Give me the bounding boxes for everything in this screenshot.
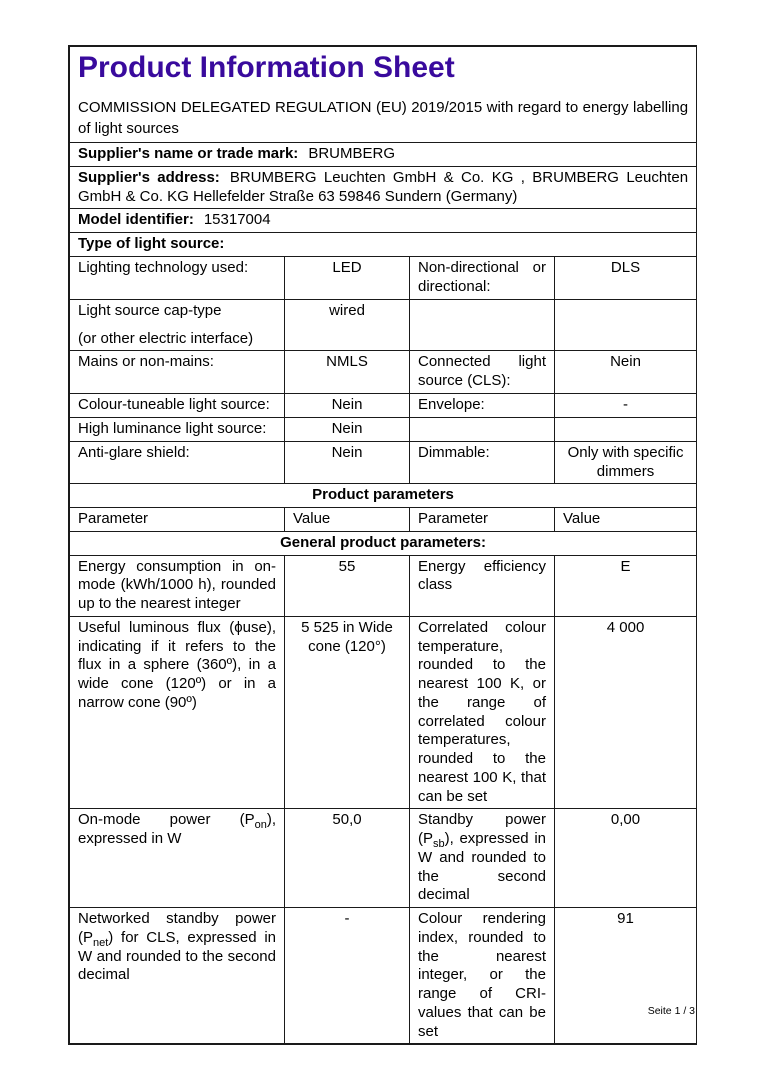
value-cell: NMLS bbox=[285, 351, 410, 394]
parameter-cell: Networked standby power $(P_{net})$ for CLS, expressed in W and rounded to the second decimal bbox=[70, 908, 285, 1044]
parameter-cell: Mains or non-mains: bbox=[70, 351, 285, 394]
parameter-cell: Colour-tuneable light source: bbox=[70, 394, 285, 418]
parameter-cell: Standby power $(P_{sb})$, expressed in W and rounded to the second decimal bbox=[410, 809, 555, 908]
table-row bbox=[70, 555, 697, 616]
parameter-cell: Anti-glare shield: bbox=[70, 441, 285, 484]
model-identifier-label: Model identifier: bbox=[78, 211, 194, 229]
value-cell: - bbox=[285, 908, 410, 1044]
table-row bbox=[70, 616, 697, 809]
parameter-cell: Connected light source (CLS): bbox=[410, 351, 555, 394]
column-header-value: Value bbox=[555, 508, 697, 532]
column-header-parameter: Parameter bbox=[70, 508, 285, 532]
value-cell: Nein bbox=[555, 351, 697, 394]
value-cell: Only with specific dimmers bbox=[555, 441, 697, 484]
column-header-row bbox=[70, 508, 697, 532]
supplier-name-value: BRUMBERG bbox=[308, 145, 395, 162]
table-row bbox=[70, 441, 697, 484]
supplier-address-label: Supplier's address: bbox=[78, 168, 220, 186]
header-row bbox=[70, 47, 697, 143]
type-of-light-source-row bbox=[70, 233, 697, 257]
parameter-cell: On-mode power $(P_{on})$, expressed in W bbox=[70, 809, 285, 908]
parameter-cell bbox=[70, 299, 285, 351]
header-block bbox=[70, 47, 697, 143]
value-cell: Nein bbox=[285, 394, 410, 418]
value-cell: 50,0 bbox=[285, 809, 410, 908]
value-cell: 0,00 bbox=[555, 809, 697, 908]
value-cell: 4 000 bbox=[555, 616, 697, 809]
subscript: on bbox=[254, 819, 267, 832]
table-row bbox=[70, 351, 697, 394]
value-cell: - bbox=[555, 394, 697, 418]
value-cell: Nein bbox=[285, 441, 410, 484]
parameter-cell: High luminance light source: bbox=[70, 418, 285, 442]
parameter-cell: Lighting technology used: bbox=[70, 256, 285, 299]
subscript: sb bbox=[433, 838, 445, 850]
parameter-cell: Energy efficiency class bbox=[410, 555, 555, 616]
page-title: Product Information Sheet bbox=[78, 51, 455, 84]
parameter-cell: Energy consumption in on-mode (kWh/1000 h), rounded up to the nearest integer bbox=[70, 555, 285, 616]
cap-type-line-1: Light source cap-type bbox=[78, 301, 222, 319]
supplier-address-value: BRUMBERG Leuchten GmbH & Co. KG , BRUMBERG Leuchten GmbH & Co. KG Hellefelder Straße 63 59846 Sundern (Germany) bbox=[78, 168, 689, 205]
table-row bbox=[70, 809, 697, 908]
parameter-cell: Dimmable: bbox=[410, 441, 555, 484]
parameter-cell bbox=[410, 299, 555, 351]
table-row bbox=[70, 394, 697, 418]
general-parameters-heading-row bbox=[70, 531, 697, 555]
value-cell: 5 525 in Wide cone (120°) bbox=[285, 616, 410, 809]
value-cell: Nein bbox=[285, 418, 410, 442]
parameter-cell bbox=[410, 418, 555, 442]
type-of-light-source-heading: Type of light source: bbox=[78, 235, 225, 252]
parameter-cell: Useful luminous flux (ϕuse), indicating if it refers to the flux in a sphere (360º), in a wide cone (120º) or in a narrow cone (90º) bbox=[70, 616, 285, 809]
supplier-name-label: Supplier's name or trade mark: bbox=[78, 145, 299, 162]
value-cell: LED bbox=[285, 256, 410, 299]
value-cell bbox=[555, 418, 697, 442]
regulation-text: COMMISSION DELEGATED REGULATION (EU) 2019/2015 with regard to energy labelling of light sources bbox=[78, 98, 689, 138]
value-cell: DLS bbox=[555, 256, 697, 299]
product-parameters-heading-row bbox=[70, 484, 697, 508]
value-cell: 55 bbox=[285, 555, 410, 616]
general-parameters-heading: General product parameters: bbox=[70, 531, 697, 555]
value-cell bbox=[555, 299, 697, 351]
model-identifier-row bbox=[70, 209, 697, 233]
product-information-table bbox=[69, 46, 697, 1044]
product-information-sheet bbox=[68, 45, 697, 1045]
subscript: net bbox=[93, 936, 109, 949]
table-row bbox=[70, 256, 697, 299]
model-identifier-value: 15317004 bbox=[203, 211, 271, 229]
parameter-cell: Non-directional or directional: bbox=[410, 256, 555, 299]
cap-type-line-2: (or other electric interface) bbox=[78, 329, 254, 347]
supplier-address-row bbox=[70, 166, 697, 209]
supplier-name-row bbox=[70, 143, 697, 167]
column-header-value: Value bbox=[285, 508, 410, 532]
table-row bbox=[70, 908, 697, 1044]
value-cell: wired bbox=[285, 299, 410, 351]
value-cell: 91 bbox=[555, 908, 697, 1044]
parameter-cell: Correlated colour temperature, rounded to the nearest 100 K, or the range of correlated colour temperatures, rounded to the nearest 100 K, that can be set bbox=[410, 616, 555, 809]
product-parameters-heading: Product parameters bbox=[70, 484, 697, 508]
column-header-parameter: Parameter bbox=[410, 508, 555, 532]
value-cell: E bbox=[555, 555, 697, 616]
table-row bbox=[70, 418, 697, 442]
page-number: Seite 1 / 3 bbox=[647, 1005, 695, 1017]
parameter-cell: Envelope: bbox=[410, 394, 555, 418]
parameter-cell: Colour rendering index, rounded to the nearest integer, or the range of CRI-values that can be set bbox=[410, 908, 555, 1044]
table-row bbox=[70, 299, 697, 351]
